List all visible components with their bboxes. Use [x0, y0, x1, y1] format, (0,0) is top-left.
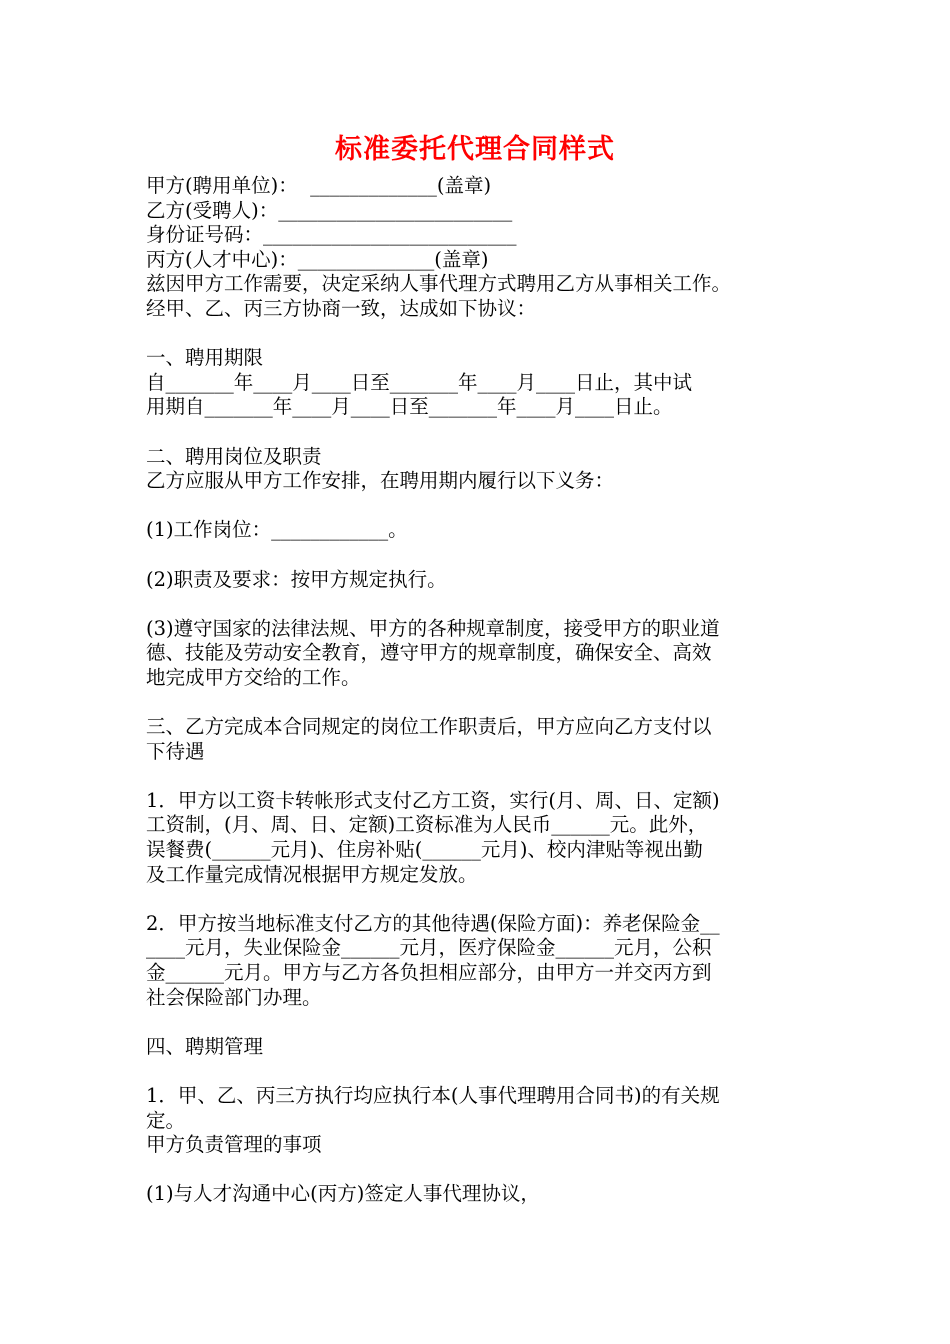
blank-line [146, 420, 826, 445]
blank-line [146, 322, 826, 347]
text-line: (2)职责及要求：按甲方规定执行。 [146, 567, 447, 591]
text-line: 乙方(受聘人)：________________________ [146, 198, 513, 222]
text-line: 三、乙方完成本合同规定的岗位工作职责后，甲方应向乙方支付以 [146, 715, 712, 739]
blank-line [146, 543, 826, 568]
text-line: 德、技能及劳动安全教育，遵守甲方的规章制度，确保安全、高效 [146, 641, 712, 665]
text-line: 乙方应服从甲方工作安排，在聘用期内履行以下义务： [146, 469, 615, 493]
blank-line [146, 887, 826, 912]
blank-line [146, 690, 826, 715]
text-line: (1)与人才沟通中心(丙方)签定人事代理协议， [146, 1182, 540, 1206]
text-line: 及工作量完成情况根据甲方规定发放。 [146, 862, 478, 886]
blank-line [146, 764, 826, 789]
text-line: 金______元月。甲方与乙方各负担相应部分，由甲方一并交丙方到 [146, 961, 712, 984]
document-title: 标准委托代理合同样式 [335, 134, 615, 165]
blank-line [146, 592, 826, 617]
document-body [146, 174, 826, 1207]
text-line: 地完成甲方交给的工作。 [146, 665, 361, 689]
text-line: 甲方(聘用单位)： _____________(盖章) [146, 174, 492, 197]
text-line: (1)工作岗位：____________。 [146, 518, 408, 542]
text-line: 社会保险部门办理。 [146, 985, 322, 1009]
text-line: 甲方负责管理的事项 [146, 1133, 322, 1157]
text-line: 经甲、乙、丙三方协商一致，达成如下协议： [146, 296, 537, 320]
text-line: 1．甲方以工资卡转帐形式支付乙方工资，实行(月、周、日、定额) [146, 788, 720, 812]
text-line: 工资制，(月、周、日、定额)工资标准为人民币______元。此外， [146, 813, 708, 837]
text-line: 用期自_______年____月____日至_______年____月____日止。 [146, 395, 673, 419]
blank-line [146, 1059, 826, 1084]
text-line: 1．甲、乙、丙三方执行均应执行本(人事代理聘用合同书)的有关规 [146, 1083, 720, 1107]
blank-line [146, 494, 826, 519]
text-line: 误餐费(______元月)、住房补贴(______元月)、校内津贴等视出勤 [146, 838, 703, 862]
text-line: 下待遇 [146, 739, 205, 763]
text-line: 二、聘用岗位及职责 [146, 444, 322, 468]
text-line: 自_______年____月____日至_______年____月____日止，其中试 [146, 370, 693, 394]
text-line: 兹因甲方工作需要，决定采纳人事代理方式聘用乙方从事相关工作。 [146, 272, 732, 296]
text-line: 2．甲方按当地标准支付乙方的其他待遇(保险方面)：养老保险金__ [146, 911, 720, 935]
text-line: 丙方(人才中心)：______________(盖章) [146, 247, 489, 271]
blank-line [146, 1010, 826, 1035]
text-line: 定。 [146, 1108, 186, 1132]
text-line: 身份证号码：__________________________ [146, 223, 517, 247]
blank-line [146, 1158, 826, 1183]
text-line: 一、聘用期限 [146, 346, 264, 370]
text-line: (3)遵守国家的法律法规、甲方的各种规章制度，接受甲方的职业道 [146, 616, 720, 640]
text-line: 四、聘期管理 [146, 1034, 264, 1058]
text-line: ____元月，失业保险金______元月，医疗保险金______元月，公积 [146, 936, 712, 960]
